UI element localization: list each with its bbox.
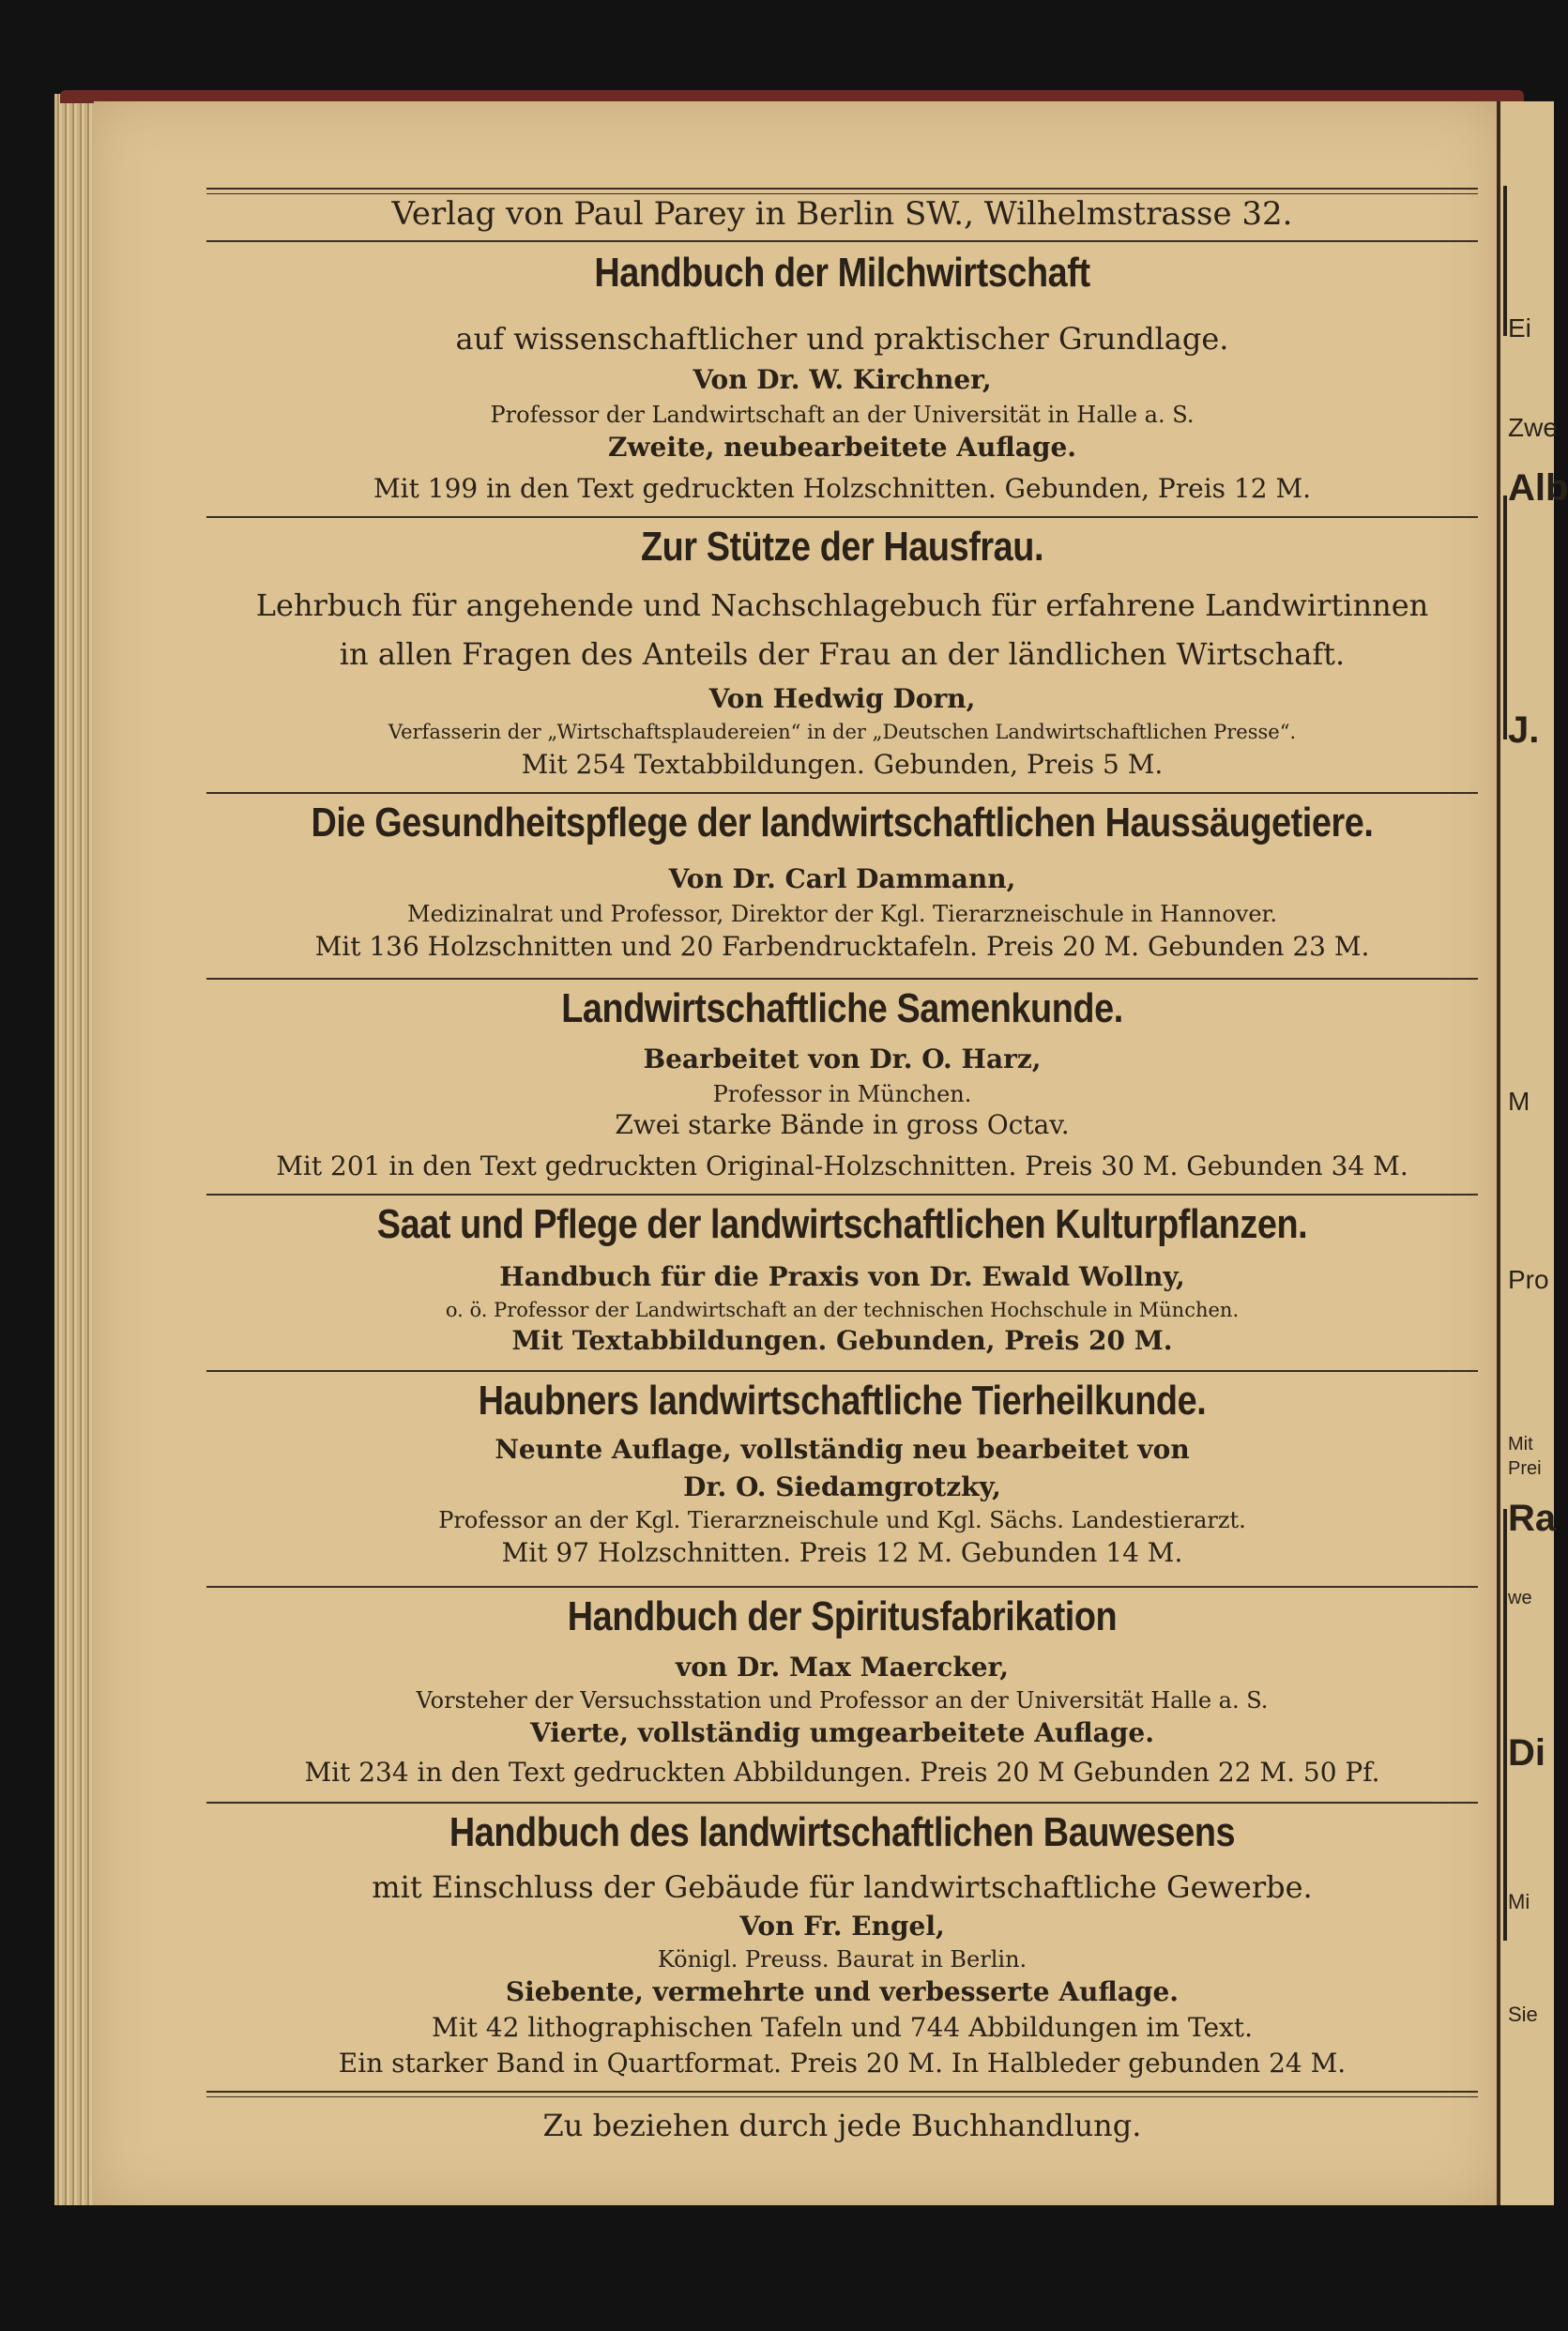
book-subtitle: mit Einschluss der Gebäude für landwirtschaftliche Gewerbe. xyxy=(372,1869,1313,1905)
book-title: Saat und Pflege der landwirtschaftlichen Kulturpflanzen. xyxy=(376,1201,1308,1247)
facing-fragment: M xyxy=(1508,1087,1530,1116)
facing-fragment: Sie xyxy=(1508,2003,1538,2026)
book-edition: Vierte, vollständig umgearbeitete Auflage. xyxy=(530,1717,1154,1748)
facing-fragment: J. xyxy=(1508,709,1540,751)
facing-fragment: Ei xyxy=(1508,313,1531,343)
book-author: Handbuch für die Praxis von Dr. Ewald Wollny, xyxy=(499,1261,1185,1292)
facing-fragment: Zwe xyxy=(1508,413,1558,442)
book-author: Von Dr. Carl Dammann, xyxy=(668,863,1016,894)
author-credential: Professor der Landwirtschaft an der Universität in Halle a. S. xyxy=(490,402,1195,428)
publisher-header: Verlag von Paul Parey in Berlin SW., Wilhelmstrasse 32. xyxy=(391,195,1293,233)
facing-fragment: Mi xyxy=(1508,1890,1530,1913)
header-rule-top xyxy=(206,188,1478,190)
book-format: Zwei starke Bände in gross Octav. xyxy=(615,1109,1070,1140)
book-price: Mit 201 in den Text gedruckten Original-Holzschnitten. Preis 30 M. Gebunden 34 M. xyxy=(276,1150,1408,1181)
book-price: Mit 97 Holzschnitten. Preis 12 M. Gebunden 14 M. xyxy=(501,1537,1183,1568)
book-author: Von Dr. W. Kirchner, xyxy=(693,364,992,395)
book-title: Die Gesundheitspflege der landwirtschaftlichen Haussäugetiere. xyxy=(311,800,1374,846)
book-price: Mit 199 in den Text gedruckten Holzschnitten. Gebunden, Preis 12 M. xyxy=(373,473,1312,504)
facing-fragment: Pro xyxy=(1508,1265,1549,1294)
book-price: Ein starker Band in Quartformat. Preis 20 M. In Halbleder gebunden 24 M. xyxy=(338,2048,1347,2079)
book-author: Dr. O. Siedamgrotzky, xyxy=(683,1471,1001,1502)
book-edge xyxy=(54,94,98,2205)
facing-fragment: Alb xyxy=(1508,467,1568,509)
header-rule-bottom xyxy=(206,240,1478,242)
facing-fragment: Di xyxy=(1508,1732,1545,1774)
separator-rule xyxy=(206,1802,1478,1804)
book-price: Mit Textabbildungen. Gebunden, Preis 20 M. xyxy=(511,1325,1173,1356)
book-title: Handbuch der Spiritusfabrikation xyxy=(567,1593,1118,1639)
book-subtitle: auf wissenschaftlicher und praktischer Grundlage. xyxy=(455,321,1229,357)
author-credential: Professor an der Kgl. Tierarzneischule und Kgl. Sächs. Landestierarzt. xyxy=(438,1507,1246,1533)
book-author: Von Hedwig Dorn, xyxy=(708,683,976,714)
separator-rule xyxy=(206,1586,1478,1588)
book-illustrations: Mit 42 lithographischen Tafeln und 744 Abbildungen im Text. xyxy=(432,2012,1253,2043)
facing-fragment: we xyxy=(1508,1588,1532,1608)
book-title: Haubners landwirtschaftliche Tierheilkunde. xyxy=(478,1378,1207,1424)
facing-fragment: Mit xyxy=(1508,1434,1533,1455)
separator-rule xyxy=(206,516,1478,518)
author-credential: Königl. Preuss. Baurat in Berlin. xyxy=(657,1946,1028,1973)
book-author: Bearbeitet von Dr. O. Harz, xyxy=(643,1044,1042,1074)
separator-rule xyxy=(206,1370,1478,1372)
book-edition: Siebente, vermehrte und verbesserte Auflage. xyxy=(505,1976,1180,2007)
book-author: von Dr. Max Maercker, xyxy=(675,1652,1010,1683)
separator-rule xyxy=(206,792,1478,794)
book-price: Mit 234 in den Text gedruckten Abbildungen. Preis 20 M Gebunden 22 M. 50 Pf. xyxy=(304,1757,1380,1788)
separator-rule xyxy=(206,978,1478,980)
book-price: Mit 254 Textabbildungen. Gebunden, Preis 5 M. xyxy=(521,749,1164,780)
book-title: Handbuch der Milchwirtschaft xyxy=(594,250,1090,296)
book-title: Landwirtschaftliche Samenkunde. xyxy=(561,985,1123,1031)
author-credential: o. ö. Professor der Landwirtschaft an der technischen Hochschule in München. xyxy=(445,1299,1240,1321)
book-subtitle: in allen Fragen des Anteils der Frau an der ländlichen Wirtschaft. xyxy=(339,636,1346,672)
book-price: Mit 136 Holzschnitten und 20 Farbendrucktafeln. Preis 20 M. Gebunden 23 M. xyxy=(314,931,1370,962)
book-author: Von Fr. Engel, xyxy=(739,1911,945,1942)
facing-fragment: Ra xyxy=(1508,1498,1557,1539)
author-credential: Verfasserin der „Wirtschaftsplaudereien“ in der „Deutschen Landwirtschaftlichen Presse“. xyxy=(388,721,1297,743)
advertisement-page xyxy=(94,101,1497,2205)
author-credential: Vorsteher der Versuchsstation und Professor an der Universität Halle a. S. xyxy=(416,1687,1269,1714)
book-title: Handbuch des landwirtschaftlichen Bauwesens xyxy=(449,1809,1236,1855)
book-edition: Zweite, neubearbeitete Auflage. xyxy=(607,432,1077,463)
author-credential: Medizinalrat und Professor, Direktor der Kgl. Tierarzneischule in Hannover. xyxy=(407,901,1277,927)
book-subtitle: Lehrbuch für angehende und Nachschlagebuch für erfahrene Landwirtinnen xyxy=(255,587,1429,623)
footer-note: Zu beziehen durch jede Buchhandlung. xyxy=(542,2108,1142,2143)
facing-fragment: Prei xyxy=(1508,1458,1542,1479)
book-edition: Neunte Auflage, vollständig neu bearbeitet von xyxy=(495,1434,1190,1465)
book-title: Zur Stütze der Hausfrau. xyxy=(640,524,1044,570)
separator-rule xyxy=(206,1194,1478,1196)
author-credential: Professor in München. xyxy=(712,1081,972,1107)
footer-rule xyxy=(206,2091,1478,2093)
facing-page xyxy=(1497,101,1568,2205)
